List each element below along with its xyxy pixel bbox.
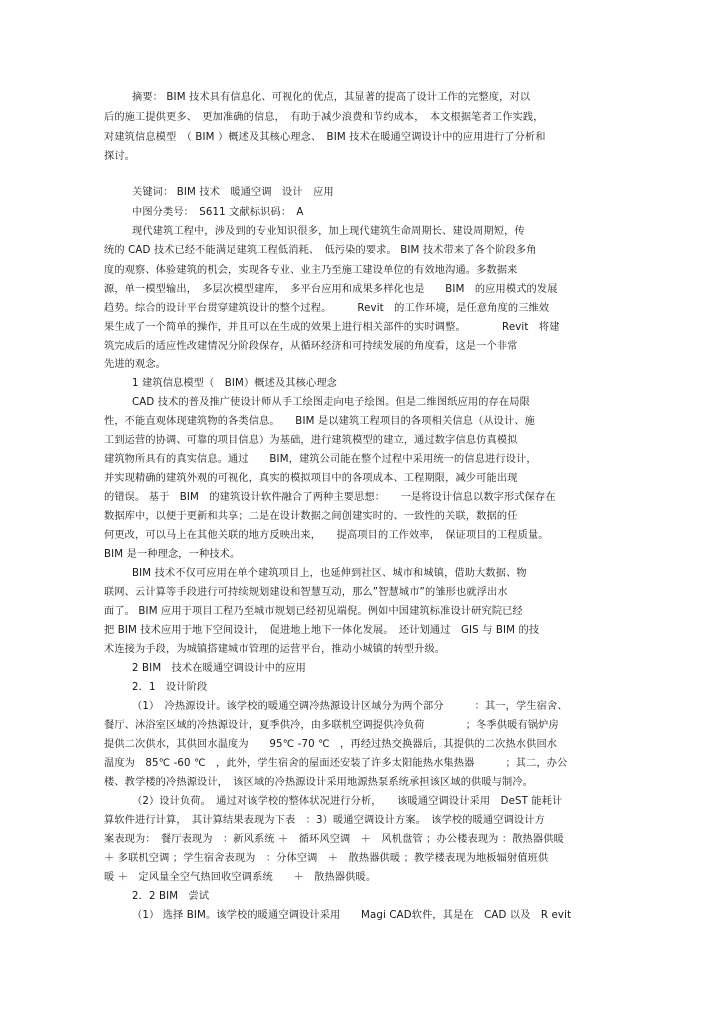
- body-line: 数据库中，以便于更新和共享；二是在设计数据之间创建实时的、一致性的关联，数据的任: [104, 511, 518, 522]
- body-line: 筑完成后的适应性改建情况分阶段保存，从循环经济和可持续发展的角度看，这是一个非常: [104, 341, 518, 352]
- body-line: 把 BIM 技术应用于地下空间设计， 促进地上地下一体化发展。 还计划通过 GIS 与 BIM 的技: [104, 625, 540, 636]
- body-line: 果生成了一个简单的操作，并且可以在生成的效果上进行相关部件的实时调整。 Revit 将建: [104, 322, 560, 333]
- body-line: 温度为 85℃ -60 ℃ ，此外，学生宿舍的屋面还安装了许多太阳能热水集热器 ；其二，办公: [104, 758, 568, 769]
- body-line: 楼、教学楼的冷热源设计， 该区域的冷热源设计采用地源热泵系统承担该区域的供暖与制冷。: [104, 777, 534, 788]
- body-line: （1） 冷热源设计。该学校的暖通空调冷热源设计区域分为两个部分 ：其一，学生宿舍、: [132, 701, 568, 712]
- body-line: 度的观察、体验建筑的机会，实现各专业、业主乃至施工建设单位的有效地沟通。多数据来: [104, 265, 518, 276]
- body-line: 统的 CAD 技术已经不能满足建筑工程低消耗、 低污染的要求。 BIM 技术带来了各个阶段多角: [104, 245, 537, 256]
- body-line: （1） 选择 BIM。该学校的暖通空调设计采用 Magi CAD软件，其是在 CAD 以及 R evit: [132, 910, 572, 921]
- body-line: 现代建筑工程中，涉及到的专业知识很多，加上现代建筑生命周期长、建设周期短，传: [132, 226, 525, 237]
- body-line: 算软件进行计算， 其计算结果表现为下表 ：3）暖通空调设计方案。 该学校的暖通空调设计方: [104, 815, 545, 826]
- body-line: （2）设计负荷。 通过对该学校的整体状况进行分析， 该暖通空调设计采用 DeST 能耗计: [132, 796, 563, 807]
- section-heading-2: 2 BIM 技术在暖通空调设计中的应用: [132, 663, 306, 674]
- body-line: 源，单一模型输出， 多层次模型建库， 多平台应用和成果多样化也是 BIM 的应用模式的发展: [104, 284, 558, 295]
- classification-line: 中图分类号： S611 文献标识码： A: [132, 207, 304, 218]
- body-line: BIM 是一种理念，一种技术。: [104, 549, 241, 560]
- body-line: 性，不能直观体现建筑物的各类信息。 BIM 是以建筑工程项目的各项相关信息（从设计、施: [104, 416, 536, 427]
- abstract-line-4: 探讨。: [104, 151, 136, 162]
- body-line: 案表现为： 餐厅表现为 ：新风系统 ＋ 循环风空调 ＋ 风机盘管 ；办公楼表现为 ：散热器供暖: [104, 834, 564, 845]
- subsection-heading-2-2: 2．2 BIM 尝试: [132, 891, 210, 902]
- body-line: 工到运营的协调、可靠的项目信息）为基础，进行建筑模型的建立，通过数字信息仿真模拟: [104, 435, 518, 446]
- body-line: CAD 技术的普及推广使设计师从手工绘图走向电子绘图。但是二维图纸应用的存在局限: [132, 397, 530, 408]
- abstract-line-1: 摘要： BIM 技术具有信息化、可视化的优点，其显著的提高了设计工作的完整度，对以: [132, 92, 531, 103]
- body-line: 餐厅、沐浴室区域的冷热源设计，夏季供冷，由多联机空调提供冷负荷 ；冬季供暖有锅炉房: [104, 720, 559, 731]
- subsection-heading-2-1: 2．1 设计阶段: [132, 682, 208, 693]
- body-line: 提供二次供水，其供回水温度为 95℃ -70 ℃ ，再经过热交换器后，其提供的二次热水供回水: [104, 739, 558, 750]
- abstract-line-3: 对建筑信息模型 （ BIM ）概述及其核心理念、 BIM 技术在暖通空调设计中的应用进行了分析和: [104, 132, 546, 143]
- body-line: 并实现精确的建筑外观的可视化，真实的模拟项目中的各项成本、工程期限，减少可能出现: [104, 473, 518, 484]
- section-heading-1: 1 建筑信息模型（ BIM）概述及其核心理念: [132, 378, 337, 389]
- body-line: 面了。 BIM 应用于项目工程乃至城市规划已经初见端倪。例如中国建筑标准设计研究院已经: [104, 606, 523, 617]
- body-line: 暖 ＋ 定风量全空气热回收空调系统 ＋ 散热器供暖。: [104, 872, 377, 883]
- body-line: ＋ 多联机空调 ；学生宿舍表现为 ：分体空调 ＋ 散热器供暖 ；教学楼表现为地板辐射值班供: [104, 853, 549, 864]
- body-line: 何更改，可以马上在其他关联的地方反映出来， 提高项目的工作效率， 保证项目的工程质量。: [104, 530, 549, 541]
- body-line: BIM 技术不仅可应用在单个建筑项目上，也延伸到社区、城市和城镇，借助大数据、物: [132, 568, 527, 579]
- body-line: 先进的观念。: [104, 359, 167, 370]
- body-line: 联网、云计算等手段进行可持续规划建设和智慧互动，那么”智慧城市”的雏形也就浮出水: [104, 587, 508, 598]
- body-line: 的错误。 基于 BIM 的建筑设计软件融合了两种主要思想： 一是将设计信息以数字形式保存在: [104, 492, 556, 503]
- body-line: 趋势。综合的设计平台贯穿建筑设计的整个过程。 Revit 的工作环境，是任意角度的三维效: [104, 303, 550, 314]
- body-line: 术连接为手段，为城镇搭建城市管理的运营平台，推动小城镇的转型升级。: [104, 644, 446, 655]
- body-line: 建筑物所具有的真实信息。通过 BIM，建筑公司能在整个过程中采用统一的信息进行设计，: [104, 454, 537, 465]
- keywords-line: 关键词： BIM 技术 暖通空调 设计 应用: [132, 187, 334, 198]
- abstract-line-2: 后的施工提供更多、 更加准确的信息， 有助于减少浪费和节约成本， 本文根据笔者工作实践，: [104, 112, 544, 123]
